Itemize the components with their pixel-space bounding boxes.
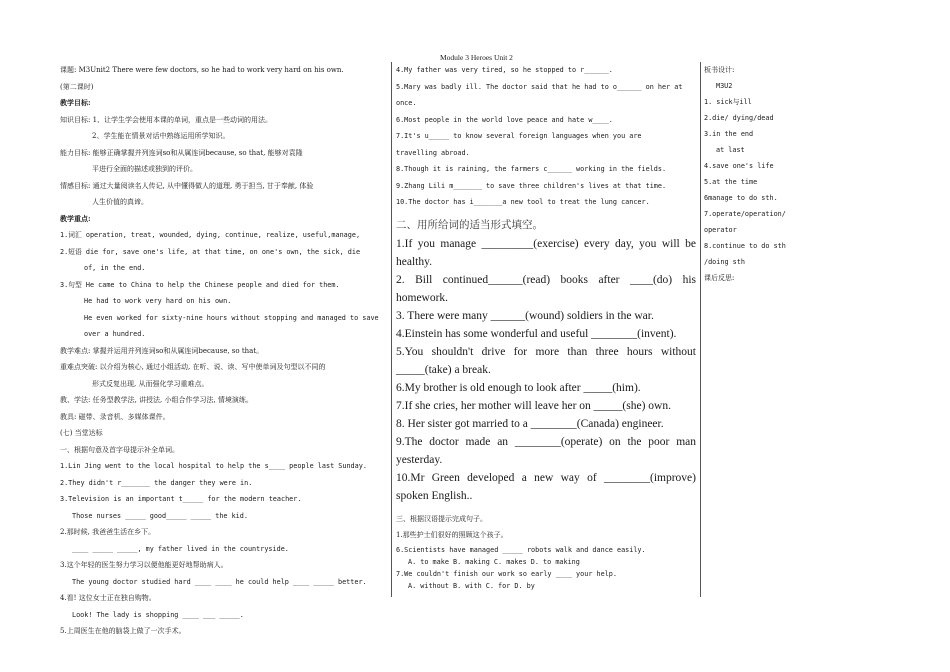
column-divider-right: [700, 62, 701, 597]
choice-q7-options: A. without B. with C. for D. by: [408, 581, 535, 590]
fill-q1: 1.If you manage _________(exercise) every day, you will be healthy.: [396, 237, 696, 268]
section-three-title: 三、根据汉语提示完成句子。: [396, 514, 487, 523]
fill-q3: 3. There were many ______(wound) soldiers in the war.: [396, 309, 654, 322]
reflection-title: 课后反思:: [704, 274, 735, 282]
knowledge-goal-2: 2、学生能在情景对话中熟练运用所学知识。: [92, 132, 230, 140]
board-item-3-cont: at last: [716, 146, 745, 154]
fill-q9: 9.The doctor made an ________(operate) on the poor man yesterday.: [396, 435, 696, 466]
page-title: Module 3 Heroes Unit 2: [440, 53, 513, 62]
fill-q6: 6.My brother is old enough to look after _____(him).: [396, 381, 641, 394]
translate-2-prompt: 2.那时候, 我爸爸生活在乡下。: [60, 528, 156, 536]
translate-5-prompt: 5.上周医生在他的脑袋上做了一次手术。: [60, 627, 186, 635]
key-sentence-2: He had to work very hard on his own.: [84, 297, 232, 305]
knowledge-goal-1: 知识目标: 1、让学生学会使用本课的单词，重点是一些动词的用法。: [60, 115, 273, 124]
key-sentence-3: He even worked for sixty-nine hours without stopping and managed to save: [84, 313, 379, 322]
vocab-q4: 4.My father was very tired, so he stopped to r______.: [396, 66, 613, 74]
board-item-8-cont: /doing sth: [704, 258, 745, 266]
middle-column: [396, 62, 696, 592]
choice-q6: 6.Scientists have managed _____ robots walk and dance easily.: [396, 545, 646, 554]
vocab-q5: 5.Mary was badly ill. The doctor said that he had to o______ on her at: [396, 82, 683, 91]
vocab-q7-cont: travelling abroad.: [396, 148, 470, 157]
board-item-7: 7.operate/operation/: [704, 210, 786, 218]
lesson-period: (第二课时): [60, 82, 94, 91]
fill-q10: 10.Mr Green developed a new way of ________(improve) spoken English..: [396, 471, 696, 502]
board-item-8: 8.continue to do sth: [704, 242, 786, 250]
fill-q2: 2. Bill continued______(read) books after ____(do) his homework.: [396, 273, 696, 304]
vocab-q7: 7.It's u_____ to know several foreign languages when you are: [396, 132, 642, 140]
translate-4-answer: Look! The lady is shopping ____ ___ _____.: [72, 610, 244, 619]
translate-2-answer: ____ _____ _____, my father lived in the countryside.: [72, 544, 289, 553]
choice-q6-options: A. to make B. making C. makes D. to making: [408, 557, 580, 566]
emotion-goal: 情感目标: 通过大量阅读名人传记, 从中懂得做人的道理, 勇于担当, 甘于奉献, 体验: [60, 181, 314, 190]
board-item-2: 2.die/ dying/dead: [704, 114, 774, 122]
breakthrough: 重难点突破: 以介绍为核心, 通过小组活动, 在听、说、读、写中使单词及句型以不同的: [60, 363, 326, 371]
difficult-points: 教学难点: 掌握并运用并列连词so和从属连词because, so that。: [60, 346, 264, 355]
translate-3-prompt: 3.这个年轻的医生努力学习以便他能更好地帮助病人。: [60, 561, 228, 569]
ability-goal: 能力目标: 能够正确掌握并列连词so和从属连词because, so that, 能够对袁隆: [60, 148, 303, 157]
fill-q8: 8. Her sister got married to a ________(Canada) engineer.: [396, 417, 664, 430]
board-item-6: 6manage to do sth.: [704, 194, 778, 202]
lesson-topic: 课题: M3Unit2 There were few doctors, so he had to work very hard on his own.: [60, 66, 344, 74]
board-item-5: 5.at the time: [704, 178, 758, 186]
teaching-methods: 教、学法: 任务型教学法, 讲授法, 小组合作学习法, 情境演练。: [60, 396, 253, 404]
exercise-1-title: 一、根据句意及首字母提示补全单词。: [60, 445, 179, 454]
board-design-title: 板书设计:: [704, 66, 735, 74]
key-sentence-3-cont: over a hundred.: [84, 330, 146, 338]
translate-3-answer: The young doctor studied hard ____ ____ he could help ____ _____ better.: [72, 577, 367, 586]
left-column: [60, 62, 388, 640]
fill-q5: 5.You shouldn't drive for more than three hours without _____(take) a break.: [396, 345, 696, 376]
ability-goal-cont: 平进行全面的描述或独到的评价。: [92, 165, 197, 173]
translate-1-prompt: 1.那些护士们很好的照顾这个孩子。: [396, 531, 508, 539]
fill-q7: 7.If she cries, her mother will leave her on _____(she) own.: [396, 399, 671, 412]
vocab-q6: 6.Most people in the world love peace and hate w____.: [396, 115, 613, 124]
vocab-q8: 8.Though it is raining, the farmers c______ working in the fields.: [396, 165, 667, 173]
board-item-7-cont: operator: [704, 226, 737, 234]
vocab-q10: 10.The doctor has i_______a new tool to treat the lung cancer.: [396, 198, 650, 206]
exercise-1-q2: 2.They didn't r_______ the danger they were in.: [60, 478, 253, 487]
key-vocab: 1.词汇 operation, treat, wounded, dying, continue, realize, useful,manage,: [60, 231, 361, 239]
key-phrases-cont: of, in the end.: [84, 264, 146, 272]
key-sentence-1: 3.句型 He came to China to help the Chinese people and died for them.: [60, 280, 340, 289]
section-seven: (七) 当堂达标: [60, 429, 103, 437]
column-divider-left: [391, 62, 392, 597]
teaching-aids: 教具: 磁带、录音机、多媒体课件。: [60, 412, 170, 421]
board-item-4: 4.save one's life: [704, 162, 774, 170]
translate-4-prompt: 4.看! 这位女士正在独自购物。: [60, 594, 156, 602]
board-item-1: 1. sick与ill: [704, 98, 752, 106]
board-item-3: 3.in the end: [704, 130, 754, 138]
section-two-title: 二、用所给词的适当形式填空。: [396, 218, 543, 231]
exercise-1-q3: 3.Television is an important t_____ for the modern teacher.: [60, 495, 302, 503]
vocab-q9: 9.Zhang Lili m_______ to save three children's lives at that time.: [396, 181, 667, 190]
exercise-1-q1: 1.Lin Jing went to the local hospital to help the s____ people last Sunday.: [60, 462, 367, 470]
board-unit: M3U2: [716, 82, 733, 90]
heading-key-points: 教学重点:: [60, 213, 91, 223]
right-column: [704, 62, 854, 286]
breakthrough-cont: 形式反复出现, 从而强化学习重难点。: [92, 379, 209, 388]
heading-objectives: 教学目标:: [60, 98, 91, 107]
key-phrases: 2.短语 die for, save one's life, at that time, on one's own, the sick, die: [60, 247, 361, 256]
translate-1-answer: Those nurses _____ good_____ _____ the kid.: [72, 511, 248, 520]
choice-q7: 7.We couldn't finish our work so early ____ your help.: [396, 569, 617, 578]
vocab-q5-cont: once.: [396, 99, 417, 107]
fill-q4: 4.Einstein has some wonderful and useful ________(invent).: [396, 327, 677, 340]
emotion-goal-cont: 人生价值的真谛。: [92, 198, 148, 206]
